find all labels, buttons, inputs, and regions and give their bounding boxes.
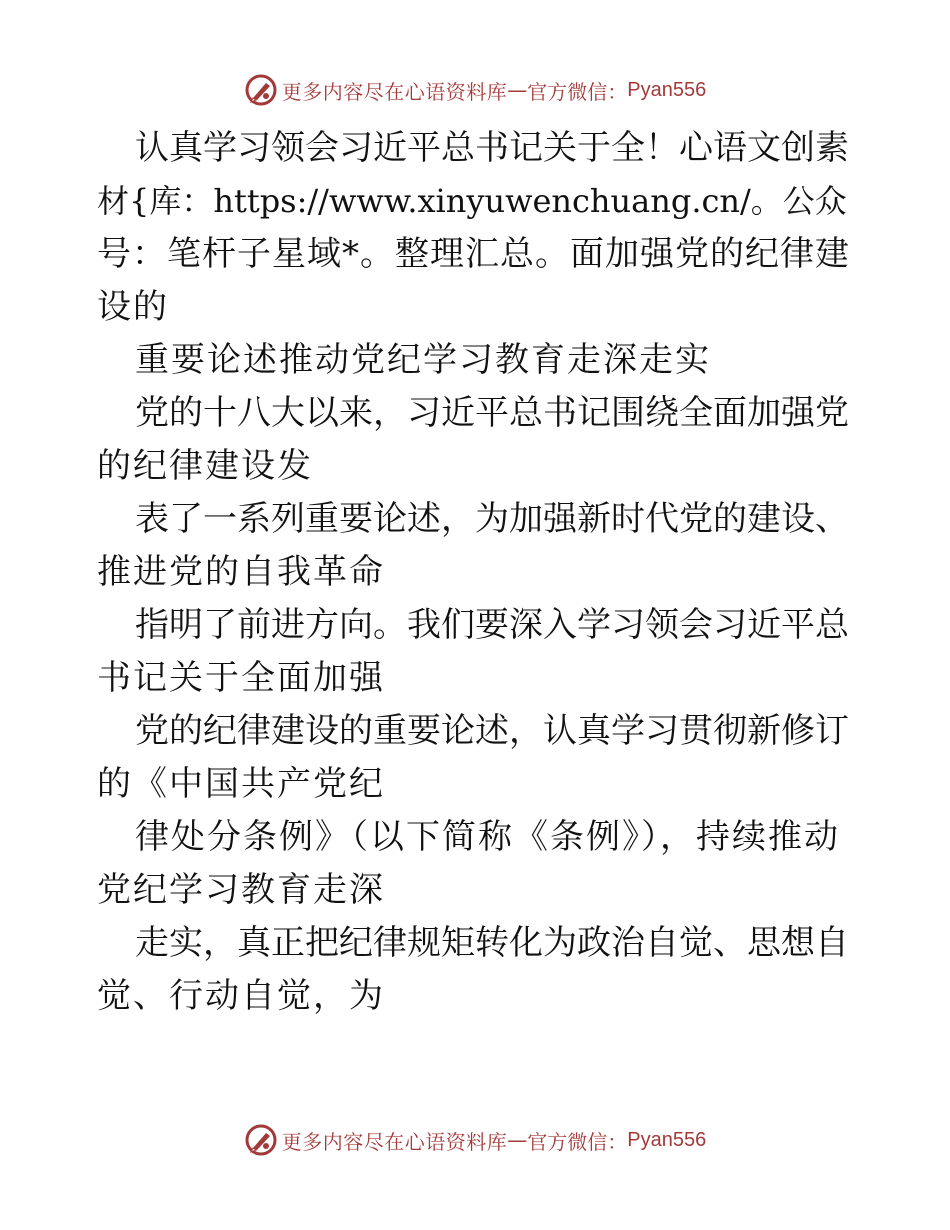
body-line: 设的 (97, 287, 169, 327)
body-line: 党的纪律建设的重要论述，认真学习贯彻新修订 (135, 711, 849, 751)
body-line: 重要论述推动党纪学习教育走深走实 (135, 340, 711, 380)
body-line: 党的十八大以来，习近平总书记围绕全面加强党 (135, 393, 849, 433)
footer-banner (0, 1120, 950, 1160)
banner-wechat-label: 官方微信： (527, 79, 628, 104)
body-line: 的纪律建设发 (97, 446, 313, 486)
body-line: 的《中国共产党纪 (97, 764, 385, 804)
body-line: 律处分条例》（以下简称《条例》），持续推动 (135, 817, 840, 857)
body-line: 推进党的自我革命 (97, 552, 385, 592)
body-line: 材{库：https://www.xinyuwenchuang.cn/。公众 (97, 182, 847, 220)
header-banner (0, 70, 950, 110)
banner-wechat-id: Pyan556 (627, 78, 707, 101)
body-line: 党纪学习教育走深 (97, 870, 385, 910)
body-line: 表了一系列重要论述，为加强新时代党的建设、 (135, 499, 849, 539)
pen-circle-logo-icon (244, 73, 278, 107)
banner-wechat-id: Pyan556 (627, 1128, 707, 1151)
banner-separator: — (507, 78, 528, 102)
banner-separator: — (507, 1128, 528, 1152)
body-line: 号：笔杆子星域*。整理汇总。面加强党的纪律建 (97, 234, 850, 274)
document-body (97, 122, 857, 1023)
body-line: 觉、行动自觉，为 (97, 976, 385, 1016)
body-line: 走实，真正把纪律规矩转化为政治自觉、思想自 (135, 923, 849, 963)
banner-text: 更多内容尽在心语资料库 (281, 1129, 508, 1154)
pen-circle-logo-icon (244, 1123, 278, 1157)
banner-text: 更多内容尽在心语资料库 (281, 79, 508, 104)
body-line: 书记关于全面加强 (97, 658, 385, 698)
banner-wechat-label: 官方微信： (527, 1129, 628, 1154)
body-line: 认真学习领会习近平总书记关于全！心语文创素 (135, 128, 849, 168)
body-line: 指明了前进方向。我们要深入学习领会习近平总 (135, 605, 849, 645)
